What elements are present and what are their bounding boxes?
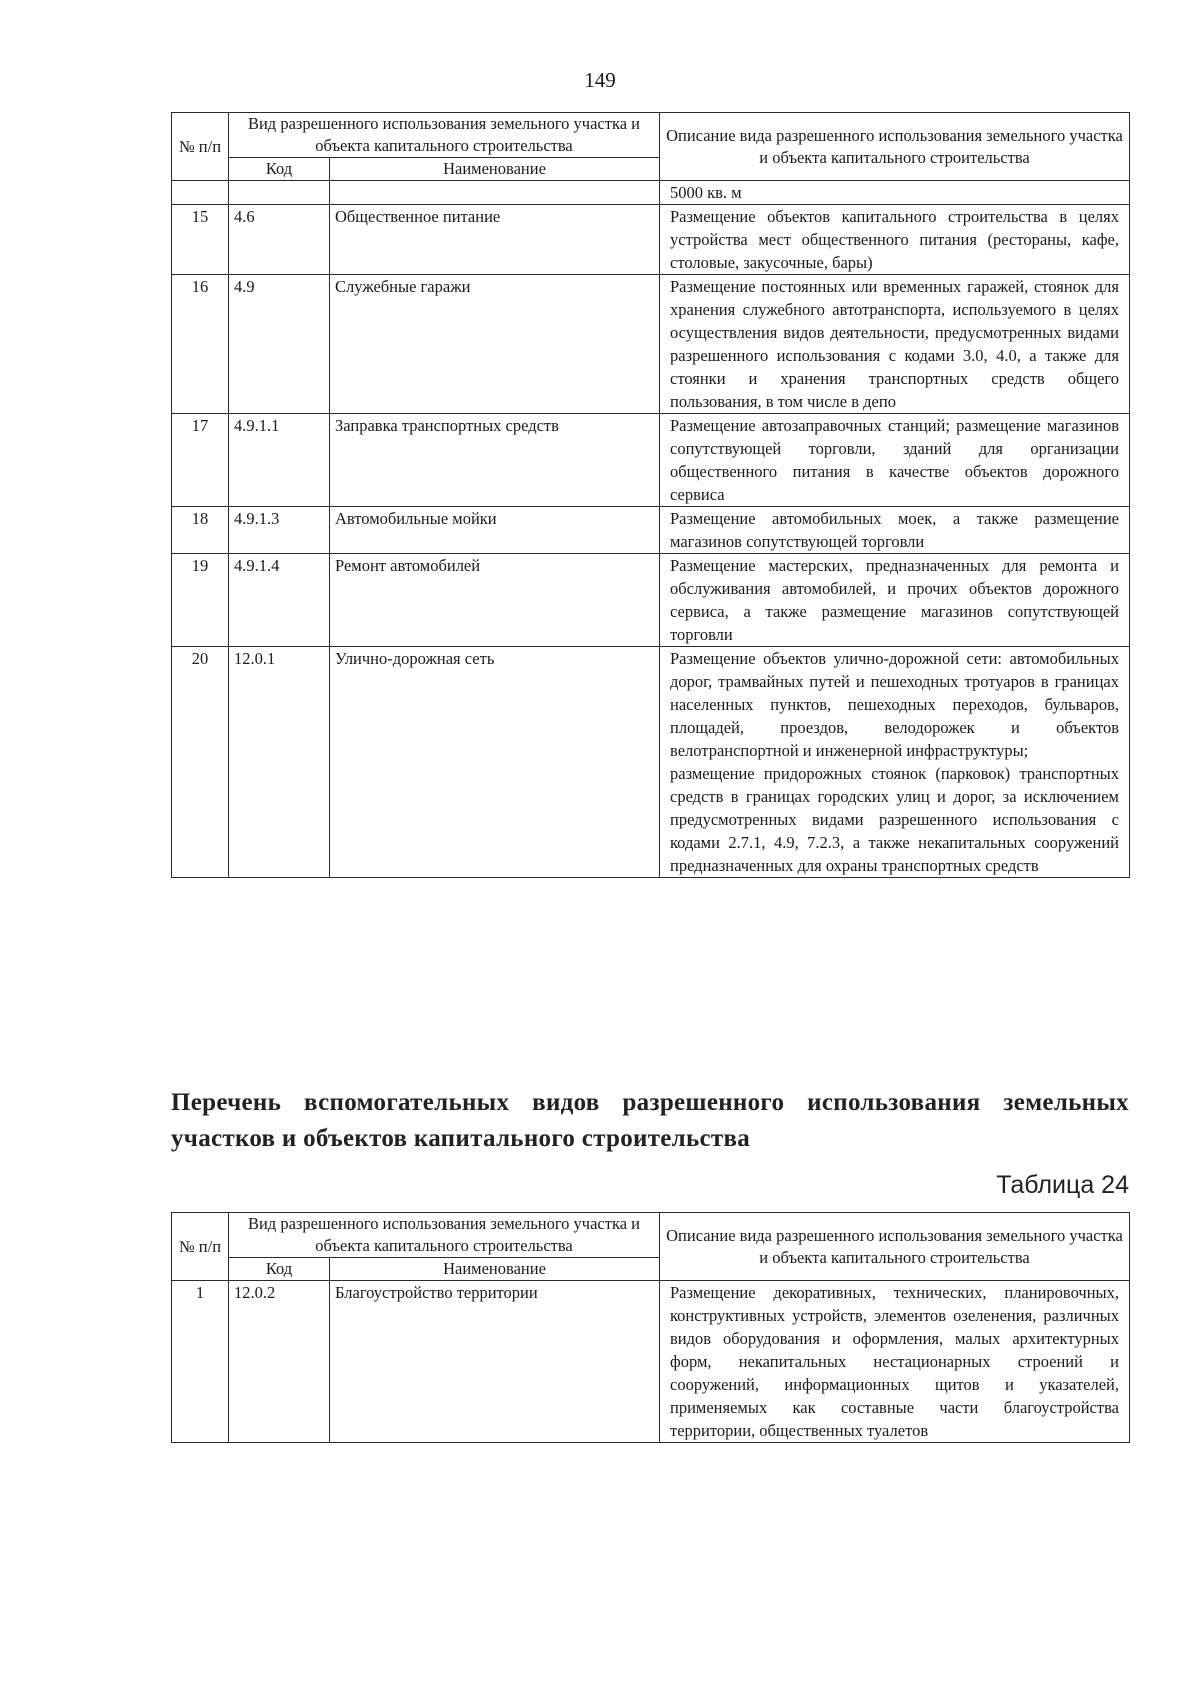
name-header: Наименование	[330, 1258, 660, 1281]
permitted-use-table-continued	[171, 112, 1130, 878]
row-description: Размещение декоративных, технических, планировочных, конструктивных устройств, элементов озеленения, различных видов оборудования и оформления, малых архитектурных форм, некапитальных нестационарных строений и сооружений, информационных щитов и указателей, применяемых как составные части благоустройства территории, общественных туалетов	[660, 1281, 1130, 1443]
row-description: Размещение мастерских, предназначенных для ремонта и обслуживания автомобилей, и прочих объектов дорожного сервиса, а также размещение магазинов сопутствующей торговли	[660, 554, 1130, 647]
table-caption: Таблица 24	[996, 1171, 1129, 1199]
description-header: Описание вида разрешенного использования земельного участка и объекта капитального строительства	[660, 113, 1130, 181]
table-header-row	[172, 1213, 1130, 1258]
name-header: Наименование	[330, 158, 660, 181]
code-header: Код	[229, 1258, 330, 1281]
table-row	[172, 275, 1130, 414]
carryover-row	[172, 181, 1130, 205]
type-header: Вид разрешенного использования земельного участка и объекта капитального строительства	[229, 113, 660, 158]
row-code: 4.9.1.3	[229, 507, 330, 554]
num-header: № п/п	[172, 113, 229, 181]
row-code: 4.9.1.4	[229, 554, 330, 647]
row-description-part-2: размещение придорожных стоянок (парковок) транспортных средств в границах городских улиц и дорог, за исключением предусмотренных видами разрешенного использования с кодами 2.7.1, 4.9, 7.2.3, а также некапитальных сооружений предназначенных для охраны транспортных средств	[670, 764, 1119, 875]
table-row	[172, 205, 1130, 275]
row-name: Ремонт автомобилей	[330, 554, 660, 647]
row-name: Улично-дорожная сеть	[330, 647, 660, 878]
row-code: 4.9.1.1	[229, 414, 330, 507]
row-description: Размещение автомобильных моек, а также размещение магазинов сопутствующей торговли	[660, 507, 1130, 554]
row-code: 4.6	[229, 205, 330, 275]
row-number: 18	[172, 507, 229, 554]
row-name: Общественное питание	[330, 205, 660, 275]
row-description: Размещение объектов капитального строительства в целях устройства мест общественного питания (рестораны, кафе, столовые, закусочные, бары)	[660, 205, 1130, 275]
row-name: Благоустройство территории	[330, 1281, 660, 1443]
description-header: Описание вида разрешенного использования земельного участка и объекта капитального строительства	[660, 1213, 1130, 1281]
row-code: 4.9	[229, 275, 330, 414]
table-row	[172, 647, 1130, 878]
row-number: 20	[172, 647, 229, 878]
row-number: 19	[172, 554, 229, 647]
row-name: Заправка транспортных средств	[330, 414, 660, 507]
row-name: Служебные гаражи	[330, 275, 660, 414]
row-number: 16	[172, 275, 229, 414]
type-header: Вид разрешенного использования земельного участка и объекта капитального строительства	[229, 1213, 660, 1258]
table-row	[172, 554, 1130, 647]
row-number: 1	[172, 1281, 229, 1443]
page-number: 149	[584, 68, 616, 92]
section-title: Перечень вспомогательных видов разрешенного использования земельных участков и объектов капитального строительства	[171, 1089, 1129, 1152]
auxiliary-use-table	[171, 1212, 1130, 1443]
row-description	[660, 647, 1130, 878]
table-row	[172, 507, 1130, 554]
carryover-text: 5000 кв. м	[660, 181, 1130, 205]
row-code: 12.0.2	[229, 1281, 330, 1443]
row-number: 15	[172, 205, 229, 275]
table-row	[172, 414, 1130, 507]
row-description-part-1: Размещение объектов улично-дорожной сети: автомобильных дорог, трамвайных путей и пешеходных тротуаров в границах населенных пунктов, пешеходных переходов, бульваров, площадей, проездов, велодорожек и объектов велотранспортной и инженерной инфраструктуры;	[670, 649, 1119, 760]
table-row	[172, 1281, 1130, 1443]
row-name: Автомобильные мойки	[330, 507, 660, 554]
code-header: Код	[229, 158, 330, 181]
row-description: Размещение постоянных или временных гаражей, стоянок для хранения служебного автотранспорта, используемого в целях осуществления видов деятельности, предусмотренных видами разрешенного использования с кодами 3.0, 4.0, а также для стоянки и хранения транспортных средств общего пользования, в том числе в депо	[660, 275, 1130, 414]
table-header-row	[172, 113, 1130, 158]
row-description: Размещение автозаправочных станций; размещение магазинов сопутствующей торговли, зданий для организации общественного питания в качестве объектов дорожного сервиса	[660, 414, 1130, 507]
row-code: 12.0.1	[229, 647, 330, 878]
num-header: № п/п	[172, 1213, 229, 1281]
row-number: 17	[172, 414, 229, 507]
